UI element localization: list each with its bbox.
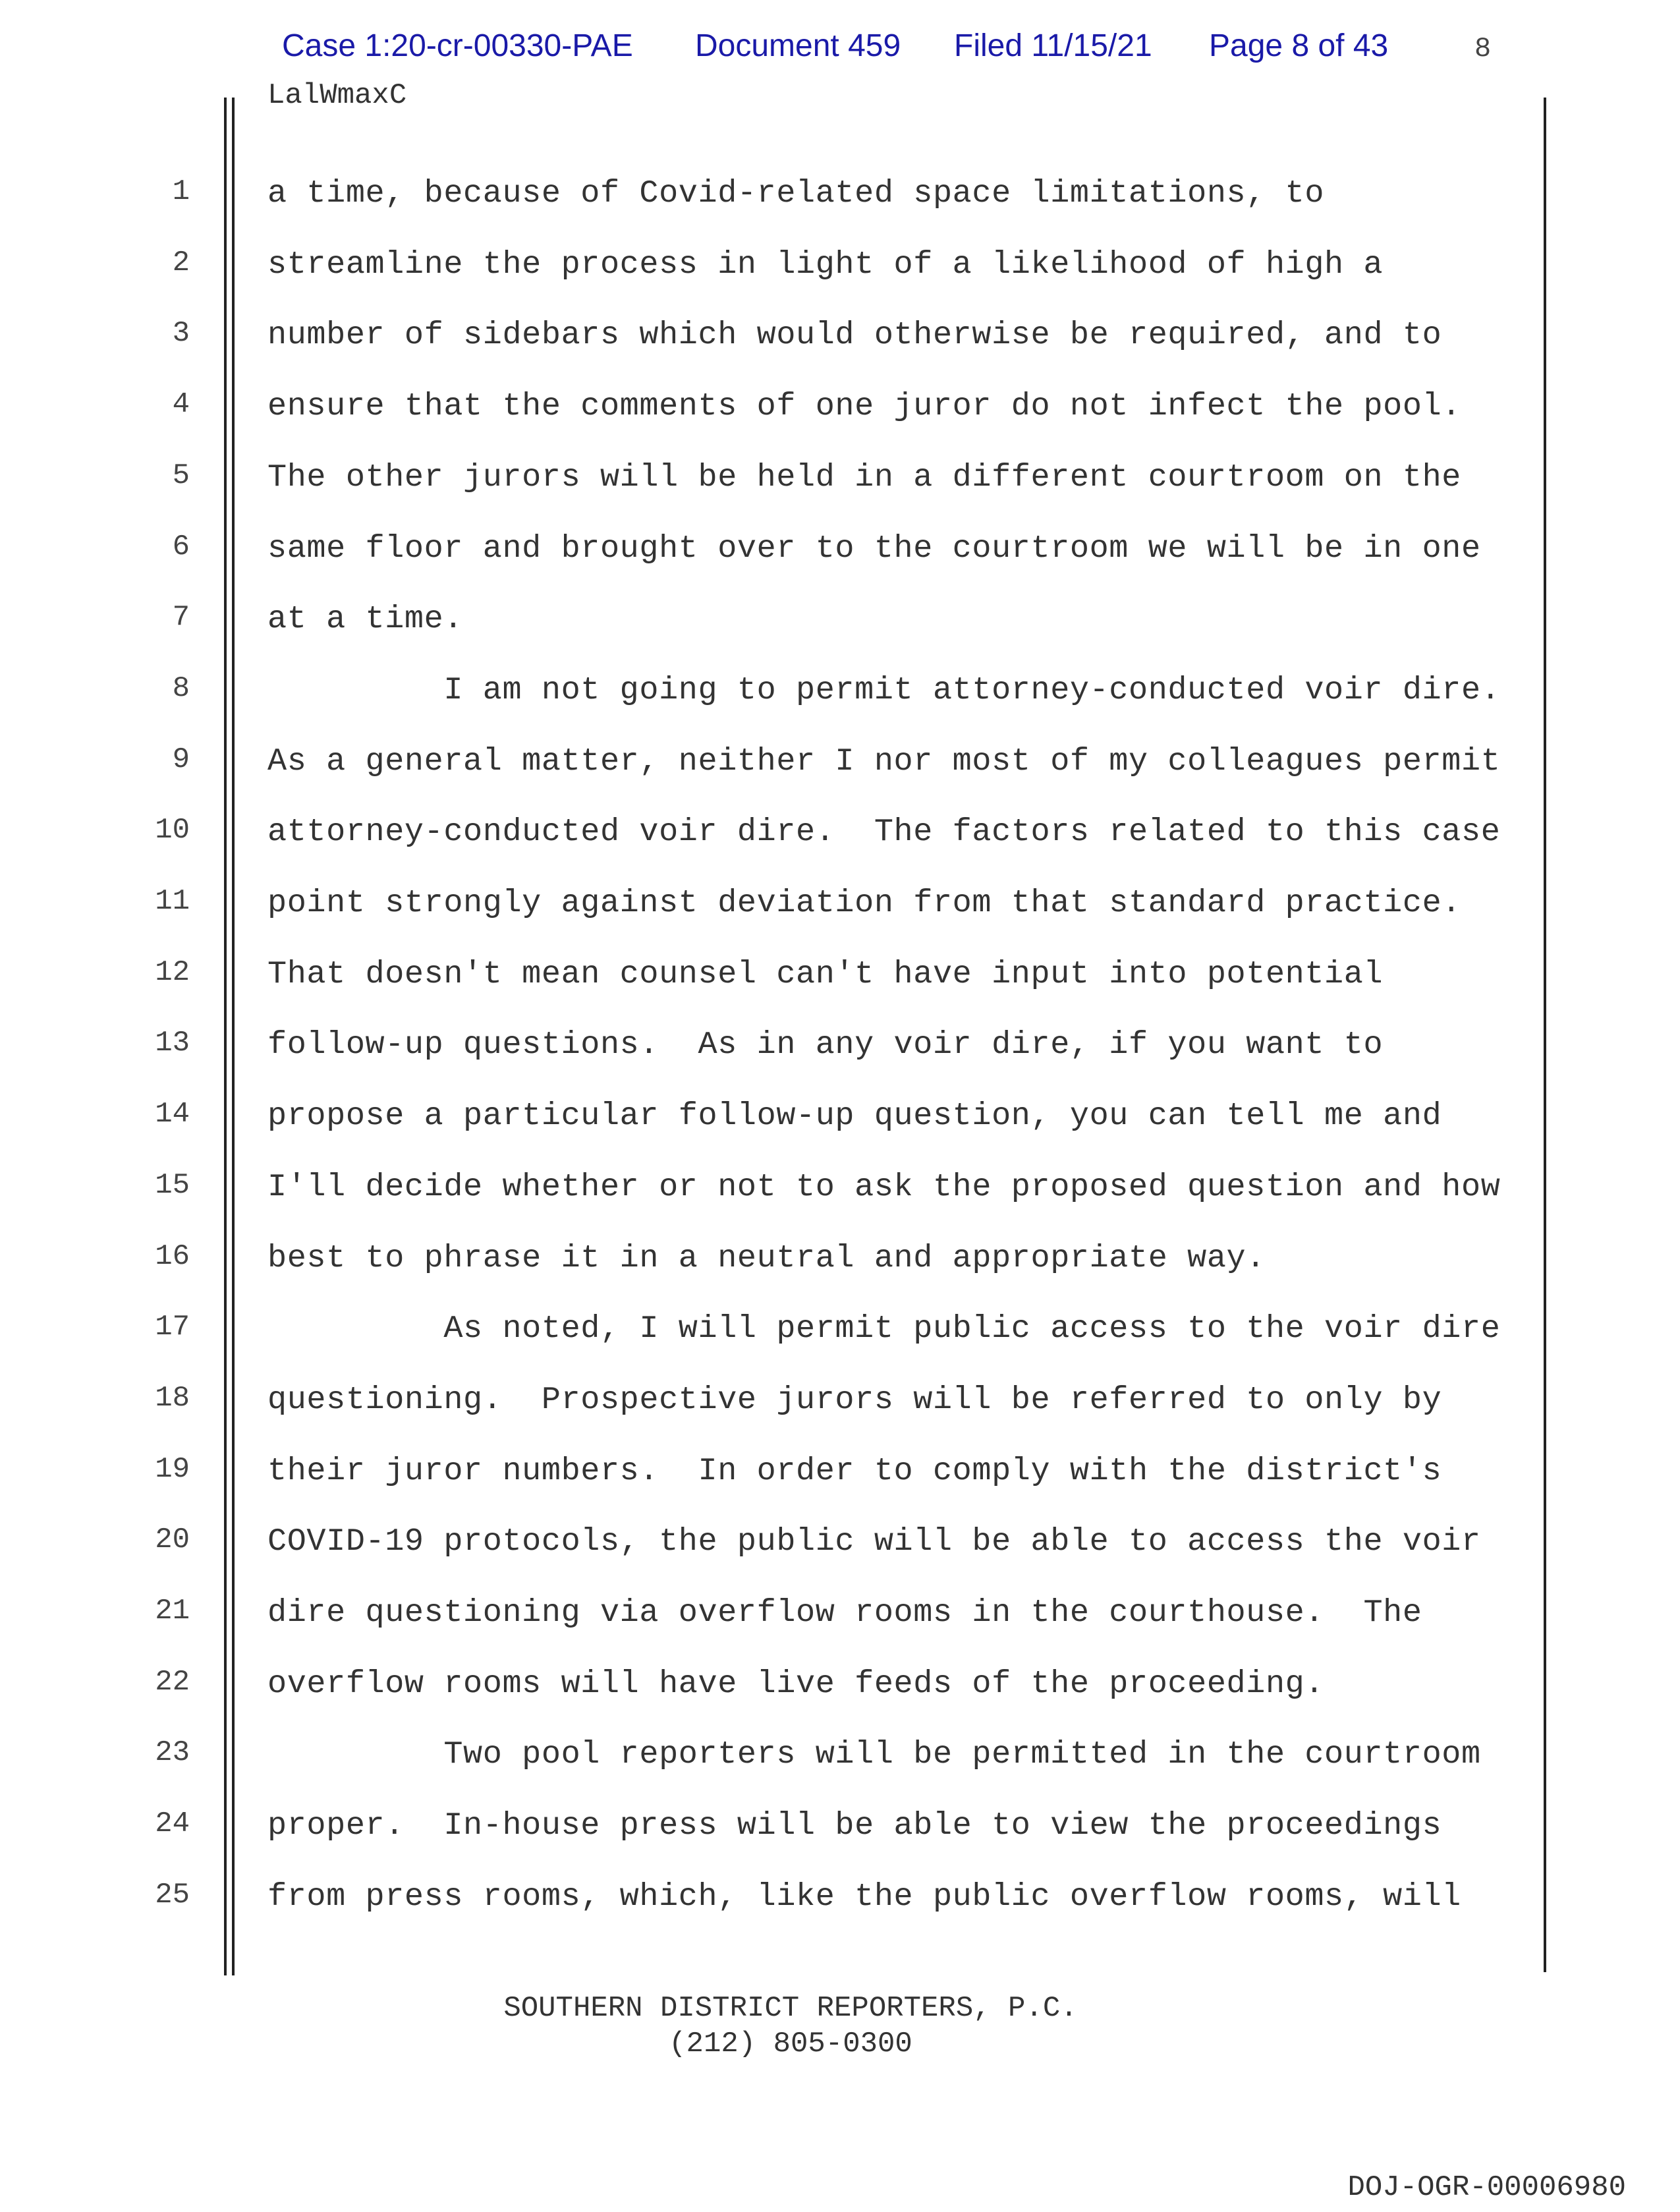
- line-text: I am not going to permit attorney-conducted voir dire.: [267, 671, 1501, 708]
- line-text: I'll decide whether or not to ask the proposed question and how: [267, 1168, 1501, 1205]
- transcript-line: [0, 1240, 1680, 1280]
- line-text: As a general matter, neither I nor most of my colleagues permit: [267, 743, 1501, 780]
- transcript-line: [0, 1453, 1680, 1492]
- line-text: dire questioning via overflow rooms in the courthouse. The: [267, 1595, 1422, 1631]
- line-text: COVID-19 protocols, the public will be able to access the voir: [267, 1523, 1481, 1560]
- line-number: 10: [155, 814, 190, 847]
- line-number: 11: [155, 885, 190, 918]
- transcript-line: [0, 246, 1680, 286]
- line-text: questioning. Prospective jurors will be referred to only by: [267, 1381, 1442, 1418]
- line-number: 23: [155, 1736, 190, 1770]
- footer-company: SOUTHERN DISTRICT REPORTERS, P.C.: [503, 1992, 1078, 2025]
- transcript-line: [0, 1879, 1680, 1918]
- line-text: overflow rooms will have live feeds of the proceeding.: [267, 1665, 1325, 1702]
- line-text: Two pool reporters will be permitted in the courtroom: [267, 1736, 1481, 1773]
- transcript-line: [0, 1382, 1680, 1421]
- transcript-line: [0, 317, 1680, 356]
- transcript-line: [0, 814, 1680, 853]
- line-text: As noted, I will permit public access to the voir dire: [267, 1311, 1501, 1347]
- line-text: their juror numbers. In order to comply with the district's: [267, 1452, 1442, 1489]
- transcript-line: [0, 1595, 1680, 1634]
- transcript-header-code: LalWmaxC: [267, 79, 407, 112]
- transcript-line: [0, 1736, 1680, 1776]
- line-text: same floor and brought over to the courtroom we will be in one: [267, 530, 1481, 567]
- line-number: 25: [155, 1878, 190, 1912]
- line-number: 17: [155, 1311, 190, 1344]
- line-text: attorney-conducted voir dire. The factors related to this case: [267, 814, 1501, 851]
- line-number: 3: [172, 317, 190, 351]
- bates-number: DOJ-OGR-00006980: [1347, 2171, 1626, 2204]
- line-number: 21: [155, 1595, 190, 1628]
- transcript-line: [0, 743, 1680, 783]
- line-text: from press rooms, which, like the public overflow rooms, will: [267, 1878, 1461, 1915]
- line-text: best to phrase it in a neutral and appropriate way.: [267, 1239, 1266, 1276]
- line-text: propose a particular follow-up question, you can tell me and: [267, 1098, 1442, 1135]
- line-number: 12: [155, 955, 190, 989]
- transcript-line: [0, 1807, 1680, 1847]
- case-number-stamp: Case 1:20-cr-00330-PAE: [282, 28, 633, 63]
- page-number: 8: [1474, 33, 1492, 65]
- line-text: The other jurors will be held in a different courtroom on the: [267, 459, 1461, 496]
- line-number: 24: [155, 1807, 190, 1841]
- transcript-line: [0, 1311, 1680, 1350]
- transcript-line: [0, 388, 1680, 428]
- transcript-line: [0, 175, 1680, 215]
- line-number: 15: [155, 1168, 190, 1202]
- filed-date-stamp: Filed 11/15/21: [954, 28, 1152, 63]
- line-text: a time, because of Covid-related space limitations, to: [267, 175, 1325, 212]
- line-number: 19: [155, 1452, 190, 1486]
- line-number: 9: [172, 743, 190, 776]
- transcript-line: [0, 956, 1680, 996]
- transcript-line: [0, 1523, 1680, 1563]
- line-number: 20: [155, 1523, 190, 1557]
- line-text: That doesn't mean counsel can't have input into potential: [267, 955, 1384, 992]
- transcript-line: [0, 1666, 1680, 1705]
- page-of-stamp: Page 8 of 43: [1209, 28, 1389, 63]
- line-number: 22: [155, 1665, 190, 1699]
- line-number: 2: [172, 246, 190, 279]
- document-number-stamp: Document 459: [695, 28, 901, 63]
- line-text: follow-up questions. As in any voir dire, if you want to: [267, 1027, 1384, 1063]
- transcript-line: [0, 672, 1680, 712]
- line-text: proper. In-house press will be able to view the proceedings: [267, 1807, 1442, 1844]
- line-text: ensure that the comments of one juror do not infect the pool.: [267, 388, 1461, 425]
- line-number: 6: [172, 530, 190, 563]
- line-number: 16: [155, 1239, 190, 1273]
- line-number: 8: [172, 671, 190, 705]
- line-text: number of sidebars which would otherwise be required, and to: [267, 317, 1442, 354]
- line-text: point strongly against deviation from that standard practice.: [267, 885, 1461, 921]
- line-number: 5: [172, 459, 190, 492]
- transcript-line: [0, 1098, 1680, 1137]
- line-number: 13: [155, 1027, 190, 1060]
- line-number: 14: [155, 1098, 190, 1131]
- transcript-line: [0, 1027, 1680, 1066]
- transcript-line: [0, 530, 1680, 570]
- transcript-line: [0, 1169, 1680, 1208]
- line-text: at a time.: [267, 601, 464, 638]
- line-number: 4: [172, 388, 190, 422]
- transcript-line: [0, 459, 1680, 499]
- line-text: streamline the process in light of a likelihood of high a: [267, 246, 1384, 283]
- line-number: 7: [172, 601, 190, 635]
- transcript-line: [0, 885, 1680, 924]
- line-number: 18: [155, 1381, 190, 1415]
- transcript-line: [0, 601, 1680, 640]
- footer-phone: (212) 805-0300: [669, 2028, 912, 2060]
- line-number: 1: [172, 175, 190, 208]
